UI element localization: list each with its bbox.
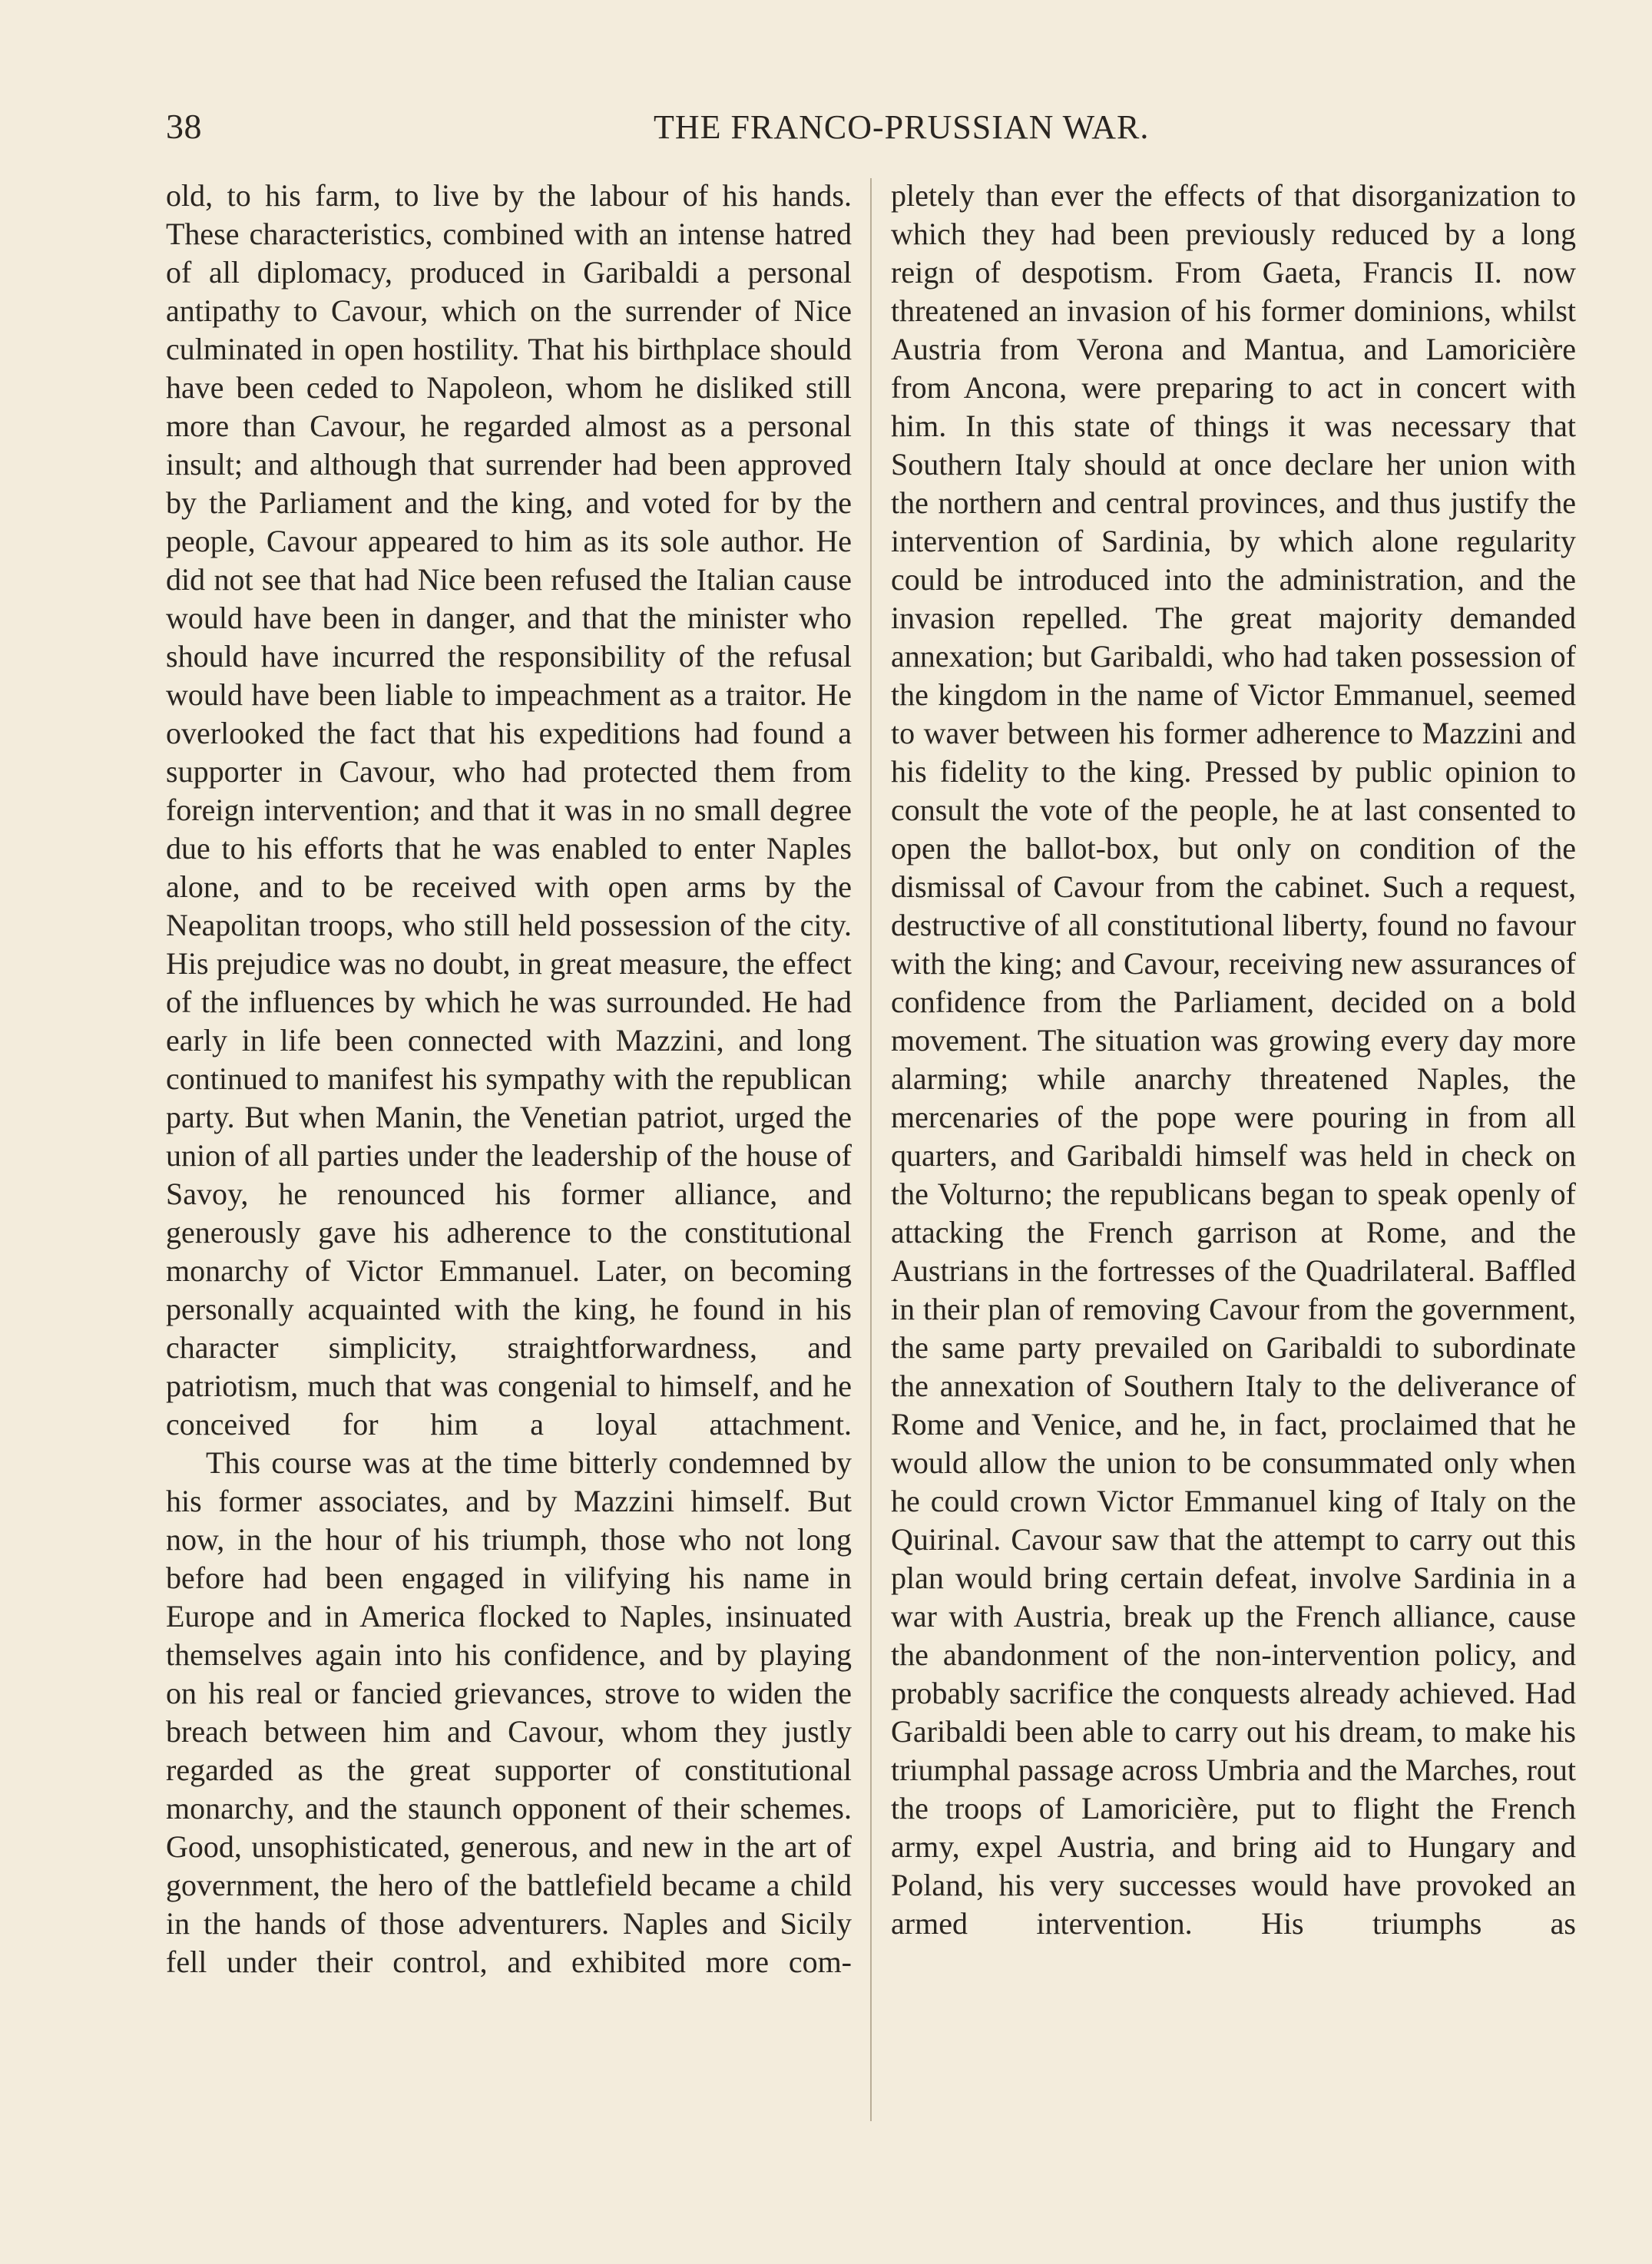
running-title: THE FRANCO-PRUSSIAN WAR. bbox=[654, 108, 1150, 146]
left-paragraph-2: This course was at the time bitterly condemned by his former associates, and by Mazzini himself. But now, in the hour of his triumph, those who not long before had been engaged in vilifying his name in Europe and in America flocked to Naples, insinuated themselves again into his confidence, and by playing on his real or fancied grievances, strove to widen the breach between him and Cavour, whom they justly regarded as the great supporter of constitutional monarchy, and the staunch opponent of their schemes. Good, unsophisticated, generous, and new in the art of government, the hero of the battlefield became a child in the hands of those adventurers. Naples and Sicily fell under their control, and exhibited more com- bbox=[166, 1445, 852, 1979]
column-divider bbox=[870, 178, 872, 2121]
right-paragraph-1: pletely than ever the effects of that disorganization to which they had been previously reduced by a long reign of despotism. From Gaeta, Francis II. now threatened an invasion of his former dominions, whilst Austria from Verona and Mantua, and Lamoricière from Ancona, were preparing to act in concert with him. In this state of things it was necessary that Southern Italy should at once declare her union with the northern and central provinces, and thus justify the intervention of Sardinia, by which alone regularity could be introduced into the administration, and the invasion repelled. The great majority demanded annexation; but Garibaldi, who had taken possession of the kingdom in the name of Victor Emmanuel, seemed to waver between his former adherence to Mazzini and his fidelity to the king. Pressed by public opinion to consult the vote of the people, he at last consented to open the ballot-box, but only on condition of the dismissal of Cavour from the cabinet. Such a request, destructive of all constitutional liberty, found no favour with the king; and Cavour, receiving new assurances of confidence from the Parliament, decided on a bold movement. The situation was growing every day more alarming; while anarchy threatened Naples, the mercenaries of the pope were pouring in from all quarters, and Garibaldi himself was held in check on the Volturno; the republicans began to speak openly of attacking the French garrison at Rome, and the Austrians in the fortresses of the Quadrilateral. Baffled in their plan of removing Cavour from the government, the same party prevailed on Garibaldi to subordinate the annexation of Southern Italy to the deliverance of Rome and Venice, and he, in fact, proclaimed that he would allow the union to be consummated only when he could crown Victor Emmanuel king of Italy on the Quirinal. Cavour saw that the attempt to carry out this plan would bring certain defeat, involve Sardinia in a war with Austria, break up the French alliance, cause the abandonment of the non-intervention policy, and probably sacrifice the conquests already achieved. Had Garibaldi been able to carry out his dream, to make his triumphal passage across Umbria and the Marches, rout the troops of Lamoricière, put to flight the French army, expel Austria, and bring aid to Hungary and Poland, his very successes would have provoked an armed intervention. His triumphs as bbox=[891, 178, 1576, 1941]
left-column bbox=[166, 177, 852, 1981]
page-number: 38 bbox=[166, 107, 202, 146]
left-paragraph-1: old, to his farm, to live by the labour of his hands. These characteristics, combined with an intense hatred of all diplomacy, produced in Garibaldi a personal antipathy to Cavour, which on the surrender of Nice culminated in open hostility. That his birthplace should have been ceded to Napoleon, whom he disliked still more than Cavour, he regarded almost as a personal insult; and although that surrender had been approved by the Parliament and the king, and voted for by the people, Cavour appeared to him as its sole author. He did not see that had Nice been refused the Italian cause would have been in danger, and that the minister who should have incurred the responsibility of the refusal would have been liable to impeachment as a traitor. He overlooked the fact that his expeditions had found a supporter in Cavour, who had protected them from foreign intervention; and that it was in no small degree due to his efforts that he was enabled to enter Naples alone, and to be received with open arms by the Neapolitan troops, who still held possession of the city. His prejudice was no doubt, in great measure, the effect of the influences by which he was surrounded. He had early in life been connected with Mazzini, and long continued to manifest his sympathy with the republican party. But when Manin, the Venetian patriot, urged the union of all parties under the leadership of the house of Savoy, he renounced his former alliance, and generously gave his adherence to the constitutional monarchy of Victor Emmanuel. Later, on becoming personally acquainted with the king, he found in his character simplicity, straightforwardness, and patriotism, much that was congenial to himself, and he conceived for him a loyal attachment. bbox=[166, 178, 852, 1441]
right-column bbox=[891, 177, 1576, 1943]
